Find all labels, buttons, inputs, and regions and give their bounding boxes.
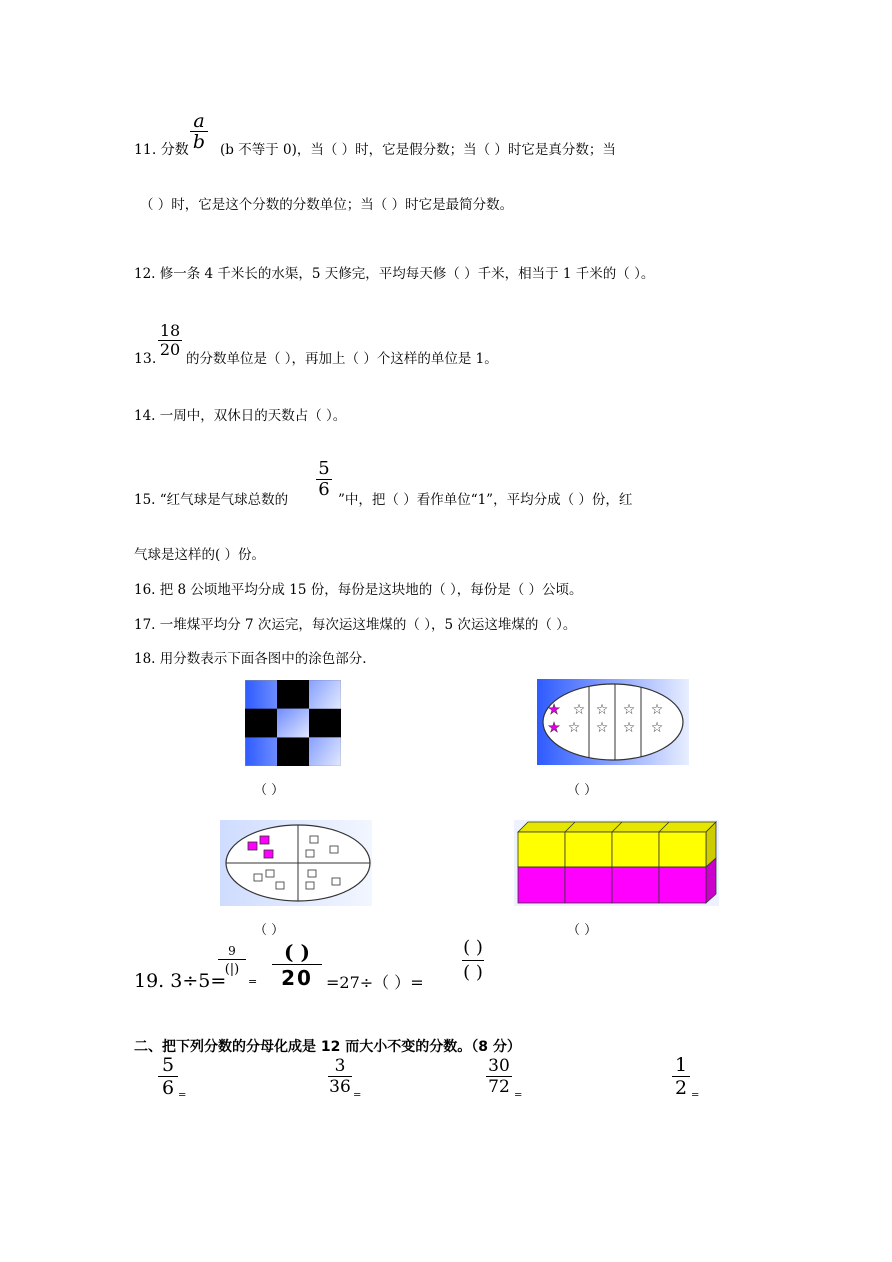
cube-icon [248,842,257,850]
s2-fraction-3: 30 72 [486,1056,512,1097]
q15-frac-num: 5 [318,458,330,479]
star-icon: ☆ [567,720,581,736]
block-magenta [659,867,706,903]
cube-icon [306,882,314,889]
figure-stars-oval [537,679,689,765]
star-icon: ★ [547,702,561,718]
star-icon: ☆ [650,702,664,718]
checker-cell [277,680,309,709]
cube-icon [332,878,340,885]
q19-rest: =27÷（ ）= [326,973,424,992]
star-icon: ☆ [595,702,609,718]
star-icon: ★ [547,720,561,736]
figure-cubes-oval [220,820,372,906]
q15-fraction [316,459,332,500]
q13-fraction [158,322,182,359]
q12-text: 12. 修一条 4 千米长的水渠，5 天修完，平均每天修（ ）千米，相当于 1 千米的（ ）。 [134,266,655,282]
block-magenta [612,867,659,903]
q14-text: 14. 一周中，双休日的天数占（ ）。 [134,408,347,424]
q17-text: 17. 一堆煤平均分 7 次运完，每次运这堆煤的（ ），5 次运这堆煤的（ ）。 [134,617,577,633]
q15-frac-den: 6 [318,479,330,500]
q11-prefix: 11. 分数 [134,142,189,158]
q13-frac-num: 18 [159,321,181,340]
figure-3d-blocks [514,820,719,906]
cube-icon [306,850,314,857]
figure-checkerboard [245,680,341,766]
q19-eq1: = [248,975,258,988]
checker-cell [245,709,277,738]
q18-answer-2: （ ） [567,783,598,798]
q13-frac-den: 20 [159,340,181,359]
block-magenta [565,867,612,903]
cube-icon [330,846,338,853]
s2-eq-4: = [691,1090,700,1101]
checker-cell [277,737,309,766]
q18-answer-3: （ ） [254,923,285,938]
cube-icon [260,836,269,844]
section2-heading: 二、把下列分数的分母化成是 12 而大小不变的分数。（8 分） [134,1039,521,1055]
q19-prefix: 19. 3÷5= [134,970,227,992]
q11-line2: （ ）时，它是这个分数的分数单位；当（ ）时它是最简分数。 [140,197,514,213]
q16-text: 16. 把 8 公顷地平均分成 15 份，每份是这块地的（ ），每份是（ ）公顷。 [134,582,583,598]
checker-cell [309,709,341,738]
s2-eq-1: = [178,1090,187,1101]
s2-fraction-2: 3 36 [329,1056,351,1097]
block-yellow [565,832,612,867]
q18-text: 18. 用分数表示下面各图中的涂色部分. [134,651,367,667]
q13-text: 的分数单位是（ ），再加上（ ）个这样的单位是 1。 [186,351,498,367]
star-icon: ☆ [650,720,664,736]
star-icon: ☆ [622,702,636,718]
star-icon: ☆ [572,702,586,718]
q19-fraction-2: ( ) 20 [272,940,322,991]
q19-fraction-1: 9 (|) [218,943,246,980]
q11-fraction [190,111,208,152]
cube-icon [276,882,284,889]
star-icon: ☆ [595,720,609,736]
block-yellow [518,832,565,867]
cube-icon [310,836,318,843]
q13-prefix: 13. [134,351,157,367]
q15-part1: 15. “红气球是气球总数的 [134,492,289,508]
q11-line1: (b 不等于 0)，当（ ）时，它是假分数；当（ ）时它是真分数；当 [220,142,616,158]
s2-fraction-4: 1 2 [672,1054,690,1099]
cube-icon [308,870,316,877]
cube-icon [264,850,273,858]
star-icon: ☆ [622,720,636,736]
block-magenta [518,867,565,903]
cube-icon [254,874,262,881]
s2-eq-3: = [514,1090,523,1101]
q11-frac-num: a [193,110,205,132]
q15-part2: ”中，把（ ）看作单位“1”，平均分成（ ）份，红 [338,492,633,508]
q18-answer-1: （ ） [254,783,285,798]
s2-fraction-1: 5 6 [158,1054,178,1099]
block-yellow [659,832,706,867]
q15-line2: 气球是这样的( ）份。 [134,547,266,563]
q19-fraction-3: ( ) ( ) [463,937,483,983]
block-yellow [612,832,659,867]
q11-frac-den: b [192,131,206,153]
s2-eq-2: = [353,1090,362,1101]
cube-icon [266,870,274,877]
q18-answer-4: （ ） [567,923,598,938]
